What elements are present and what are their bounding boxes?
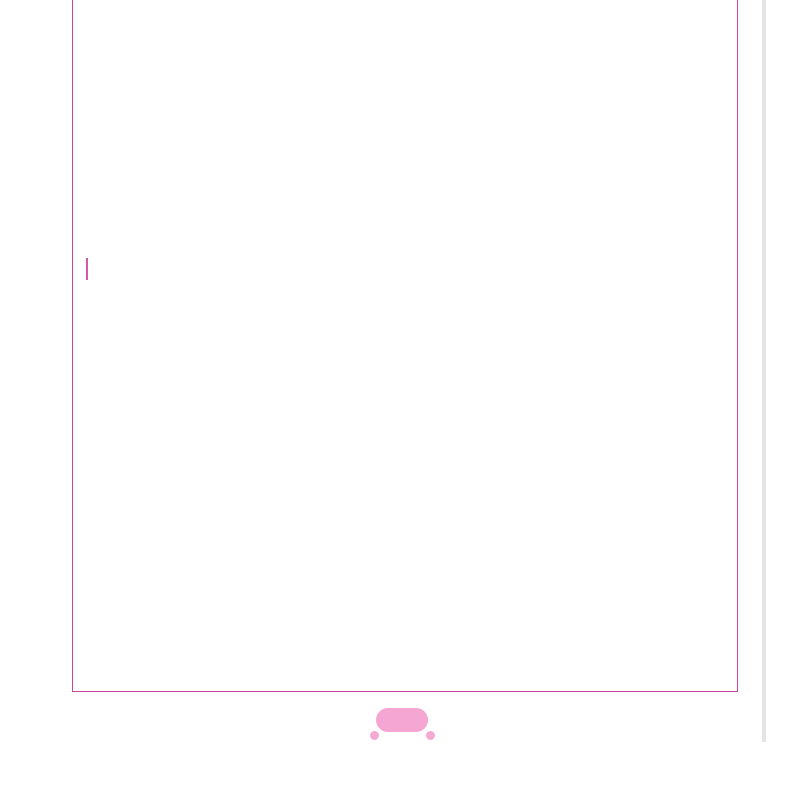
decor-dot-right — [426, 731, 435, 740]
page-number-badge — [368, 706, 438, 740]
page-number — [376, 708, 428, 732]
pinyin-row — [86, 258, 88, 278]
hanzi-row — [86, 278, 88, 280]
page-frame — [72, 0, 738, 692]
decor-dot-left — [370, 731, 379, 740]
